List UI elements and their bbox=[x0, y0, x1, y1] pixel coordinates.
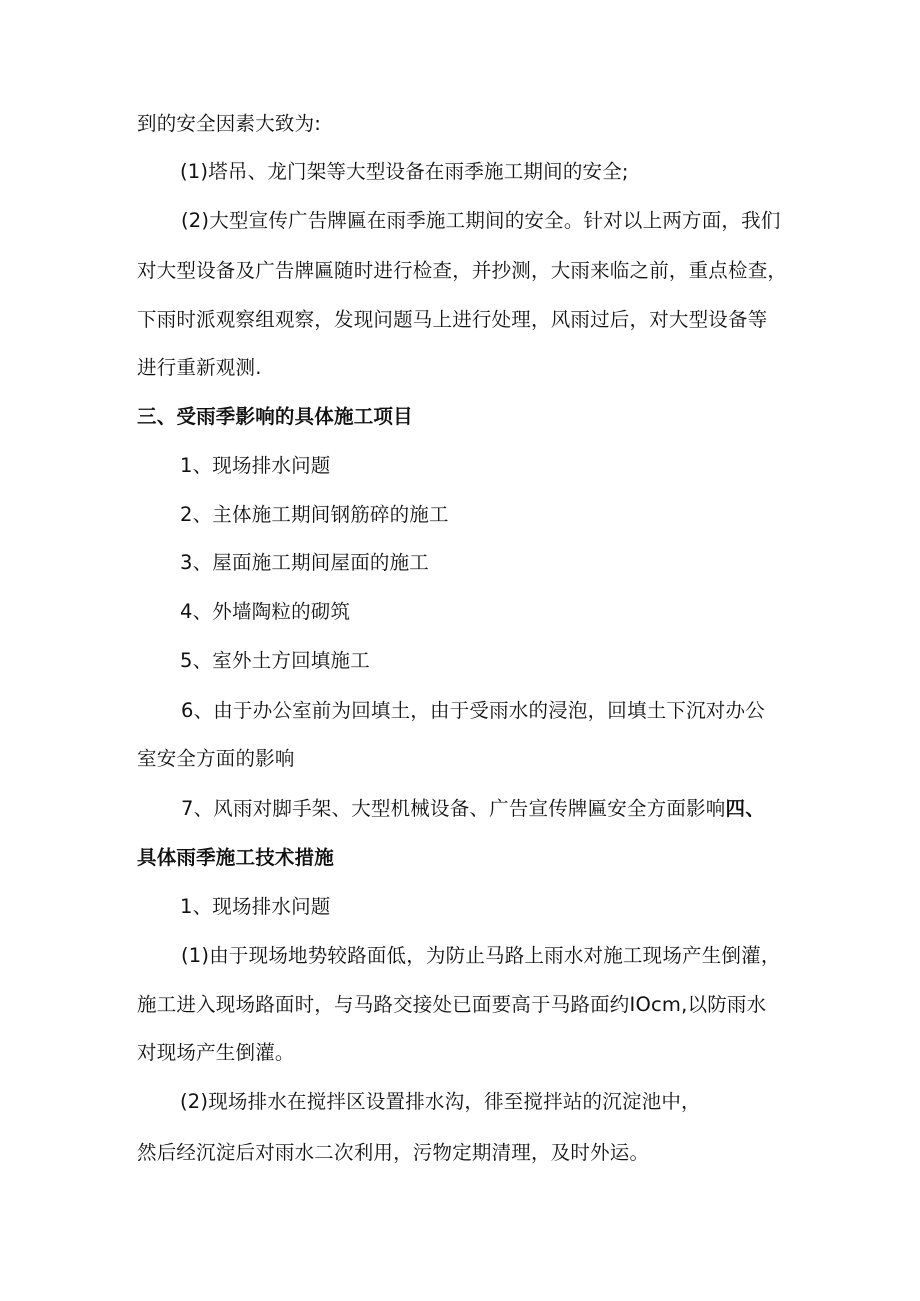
text-line: 施工进入现场路面时，与马路交接处已面要高于马路面约IOcm,以防雨水 bbox=[137, 993, 767, 1016]
text-line: 对现场产生倒灌。 bbox=[137, 1041, 295, 1064]
text-line: (2)现场排水在搅拌区设置排水沟，徘至搅拌站的沉淀池中， bbox=[180, 1090, 701, 1113]
section-heading-prefix: 四、 bbox=[725, 797, 765, 820]
list-item-text: 7、风雨对脚手架、大型机械设备、广告宣传牌匾安全方面影响 bbox=[181, 797, 726, 820]
text-line: 室安全方面的影响 bbox=[137, 747, 295, 770]
section-heading: 具体雨季施工技术措施 bbox=[137, 846, 335, 869]
list-item: 4、外墙陶粒的砌筑 bbox=[180, 600, 351, 623]
list-item: 5、室外土方回填施工 bbox=[180, 649, 370, 672]
text-line: (2)大型宣传广告牌匾在雨季施工期间的安全。针对以上两方面，我们 bbox=[181, 209, 781, 232]
text-line: 下雨时派观察组观察，发现问题马上进行处理，风雨过后，对大型设备等 bbox=[137, 308, 768, 331]
text-line: (1)由于现场地势较路面低，为防止马路上雨水对施工现场产生倒灌， bbox=[181, 944, 781, 967]
text-line: 对大型设备及广告牌匾随时进行检查，并抄测，大雨来临之前，重点检查， bbox=[137, 259, 788, 282]
list-item: 1、现场排水问题 bbox=[180, 454, 331, 477]
list-item: 3、屋面施工期间屋面的施工 bbox=[180, 551, 430, 574]
list-item bbox=[181, 796, 765, 822]
text-line: 进行重新观测. bbox=[137, 356, 262, 379]
section-heading: 三、受雨季影响的具体施工项目 bbox=[137, 405, 413, 428]
text-line: 到的安全因素大致为: bbox=[137, 112, 322, 135]
text-line: 然后经沉淀后对雨水二次利用，污物定期清理，及时外运。 bbox=[137, 1141, 650, 1164]
list-item: 1、现场排水问题 bbox=[180, 895, 331, 918]
list-item: 6、由于办公室前为回填土，由于受雨水的浸泡，回填土下沉对办公 bbox=[181, 699, 765, 722]
list-item: 2、主体施工期间钢筋碎的施工 bbox=[180, 503, 449, 526]
text-line: (1)塔吊、龙门架等大型设备在雨季施工期间的安全; bbox=[180, 160, 629, 183]
